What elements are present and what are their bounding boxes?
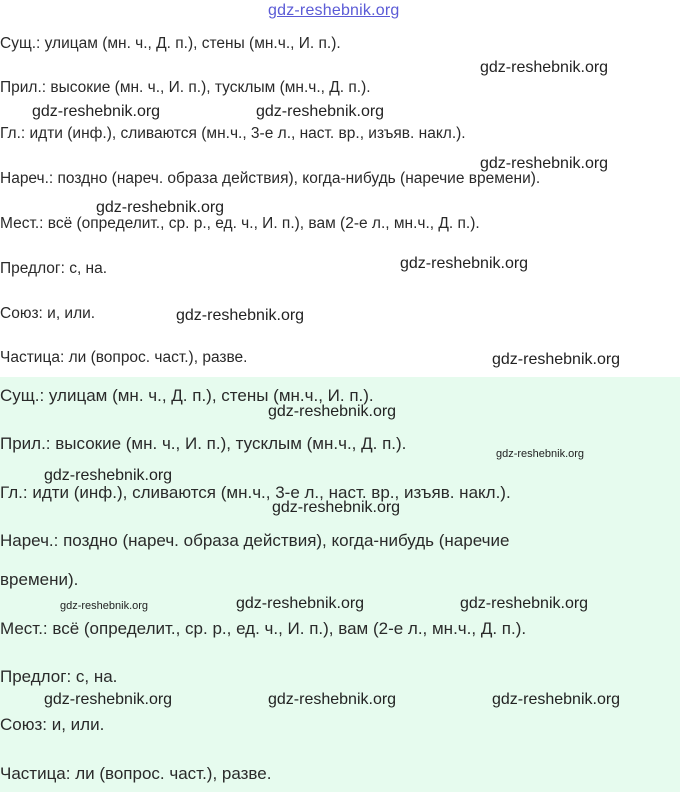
watermark: gdz-reshebnik.org	[492, 351, 621, 368]
watermark: gdz-reshebnik.org	[272, 499, 401, 516]
line-noun: Сущ.: улицам (мн. ч., Д. п.), стены (мн.ч., И. п.).	[0, 35, 341, 52]
watermark: gdz-reshebnik.org	[480, 155, 609, 172]
line-pronoun: Мест.: всё (определит., ср. р., ед. ч., И. п.), вам (2-е л., мн.ч., Д. п.).	[0, 215, 480, 232]
line-preposition: Предлог: с, на.	[0, 667, 118, 686]
answer-section-highlighted	[0, 377, 680, 792]
line-adjective: Прил.: высокие (мн. ч., И. п.), тусклым (мн.ч., Д. п.).	[0, 434, 407, 453]
watermark: gdz-reshebnik.org	[268, 403, 397, 420]
watermark: gdz-reshebnik.org	[480, 59, 609, 76]
watermark: gdz-reshebnik.org	[96, 199, 225, 216]
line-adverb-cont: времени).	[0, 570, 79, 589]
watermark: gdz-reshebnik.org	[60, 600, 149, 612]
line-particle: Частица: ли (вопрос. част.), разве.	[0, 764, 272, 783]
watermark: gdz-reshebnik.org	[400, 255, 529, 272]
watermark: gdz-reshebnik.org	[460, 595, 589, 612]
line-adverb: Нареч.: поздно (нареч. образа действия), когда-нибудь (наречие времени).	[0, 170, 541, 187]
header-watermark: gdz-reshebnik.org	[268, 2, 400, 19]
line-preposition: Предлог: с, на.	[0, 260, 108, 277]
line-verb: Гл.: идти (инф.), сливаются (мн.ч., 3-е л., наст. вр., изъяв. накл.).	[0, 125, 466, 142]
watermark: gdz-reshebnik.org	[176, 307, 305, 324]
watermark: gdz-reshebnik.org	[492, 691, 621, 708]
line-pronoun: Мест.: всё (определит., ср. р., ед. ч., И. п.), вам (2-е л., мн.ч., Д. п.).	[0, 619, 527, 638]
watermark: gdz-reshebnik.org	[44, 467, 173, 484]
watermark: gdz-reshebnik.org	[32, 103, 161, 120]
line-verb: Гл.: идти (инф.), сливаются (мн.ч., 3-е л., наст. вр., изъяв. накл.).	[0, 483, 511, 502]
line-conjunction: Союз: и, или.	[0, 305, 96, 322]
line-adjective: Прил.: высокие (мн. ч., И. п.), тусклым (мн.ч., Д. п.).	[0, 79, 371, 96]
watermark: gdz-reshebnik.org	[44, 691, 173, 708]
watermark: gdz-reshebnik.org	[496, 448, 585, 460]
line-particle: Частица: ли (вопрос. част.), разве.	[0, 349, 248, 366]
watermark: gdz-reshebnik.org	[236, 595, 365, 612]
watermark: gdz-reshebnik.org	[256, 103, 385, 120]
watermark: gdz-reshebnik.org	[268, 691, 397, 708]
answer-section-plain	[0, 0, 680, 377]
line-adverb: Нареч.: поздно (нареч. образа действия), когда-нибудь (наречие	[0, 531, 510, 550]
line-noun: Сущ.: улицам (мн. ч., Д. п.), стены (мн.ч., И. п.).	[0, 386, 374, 405]
line-conjunction: Союз: и, или.	[0, 715, 105, 734]
